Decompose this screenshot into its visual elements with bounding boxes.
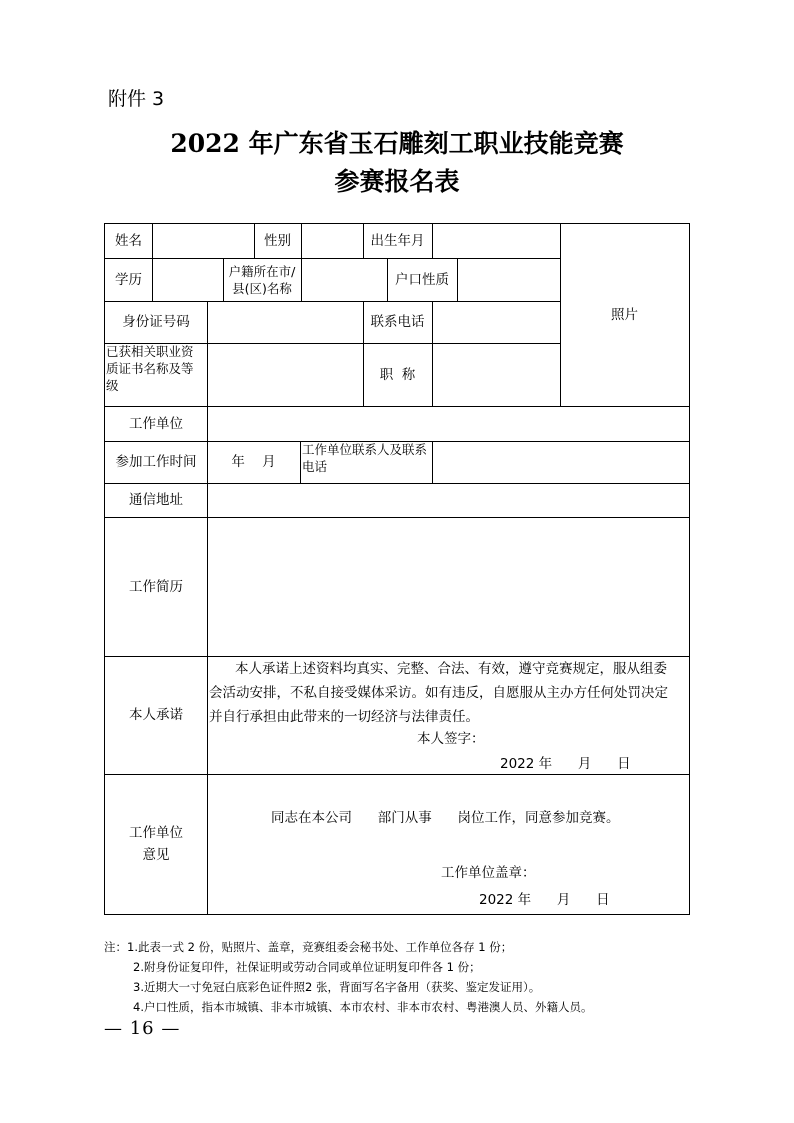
household-type-label: 户口性质	[395, 271, 449, 288]
note-1: 注：1.此表一式 2 份，贴照片、盖章，竞赛组委会秘书处、工作单位各存 1 份；	[104, 940, 513, 954]
certificate-line2: 质证书名称及等	[106, 361, 194, 376]
form-rule	[207, 301, 208, 406]
name-label: 姓名	[115, 233, 142, 249]
household-place-label	[223, 258, 301, 301]
form-rule	[301, 258, 302, 301]
note-4: 4.户口性质，指本市城镇、非本市城镇、本市农村、非本市农村、粤港澳人员、外籍人员。	[133, 1000, 593, 1014]
photo-label: 照片	[611, 307, 638, 323]
household-place-line1: 户籍所在市/	[228, 263, 296, 279]
pledge-line2: 会活动安排，不私自接受媒体采访。如有违反，自愿服从主办方任何处罚决定	[209, 685, 668, 701]
form-rule	[152, 258, 153, 301]
unit-contact-line1: 工作单位联系人及联系	[302, 442, 428, 457]
gender-label: 性别	[264, 233, 291, 249]
note-2: 2.附身份证复印件，社保证明或劳动合同或单位证明复印件各 1 份；	[133, 960, 481, 974]
id-number-label: 身份证号码	[122, 314, 190, 330]
form-rule	[152, 224, 153, 258]
certificate-line1: 已获相关职业资	[106, 344, 194, 359]
page-number: — 16 —	[104, 1018, 181, 1039]
attachment-label: 附件 3	[108, 88, 165, 110]
pledge-line3: 并自行承担由此带来的一切经济与法律责任。	[209, 709, 479, 725]
document-title: 2022 年广东省玉石雕刻工职业技能竞赛	[170, 129, 624, 158]
education-label: 学历	[115, 271, 142, 288]
job-title-label: 职 称	[379, 366, 416, 383]
pledge-label: 本人承诺	[129, 707, 183, 723]
form-rule	[207, 406, 208, 441]
form-rule	[432, 301, 433, 406]
form-rule	[105, 258, 560, 259]
opinion-label-line2: 意见	[142, 847, 170, 863]
opinion-label	[105, 774, 207, 914]
pledge-date: 2022 年 月 日	[500, 756, 631, 772]
phone-label: 联系电话	[370, 314, 425, 330]
birth-label: 出生年月	[370, 233, 425, 249]
opinion-text: 同志在本公司 部门从事 岗位工作，同意参加竞赛。	[271, 810, 620, 826]
notes	[104, 937, 704, 1017]
opinion-seal: 工作单位盖章：	[441, 865, 536, 881]
form-rule	[432, 441, 433, 483]
form-rule	[457, 258, 458, 301]
work-start-label: 参加工作时间	[115, 454, 197, 470]
form-rule	[207, 483, 208, 914]
document-subtitle: 参赛报名表	[334, 167, 460, 196]
registration-form	[104, 223, 690, 915]
unit-contact-label	[300, 441, 432, 483]
work-unit-label: 工作单位	[129, 415, 183, 432]
form-rule	[301, 224, 302, 258]
resume-label: 工作简历	[129, 578, 183, 595]
household-place-line2: 县(区)名称	[232, 280, 292, 296]
pledge-line1: 本人承诺上述资料均真实、完整、合法、有效，遵守竞赛规定，服从组委	[235, 661, 667, 677]
opinion-label-line1: 工作单位	[129, 825, 183, 841]
pledge-sign: 本人签字：	[417, 731, 485, 747]
address-label: 通信地址	[129, 492, 183, 508]
note-3: 3.近期大一寸免冠白底彩色证件照2 张，背面写名字备用（获奖、鉴定发证用）。	[133, 980, 541, 994]
year-month-text: 年 月	[231, 454, 276, 470]
opinion-date: 2022 年 月 日	[479, 892, 610, 908]
unit-contact-line2: 电话	[302, 459, 328, 474]
certificate-line3: 级	[106, 378, 119, 393]
certificate-label	[105, 343, 207, 406]
form-rule	[432, 224, 433, 258]
